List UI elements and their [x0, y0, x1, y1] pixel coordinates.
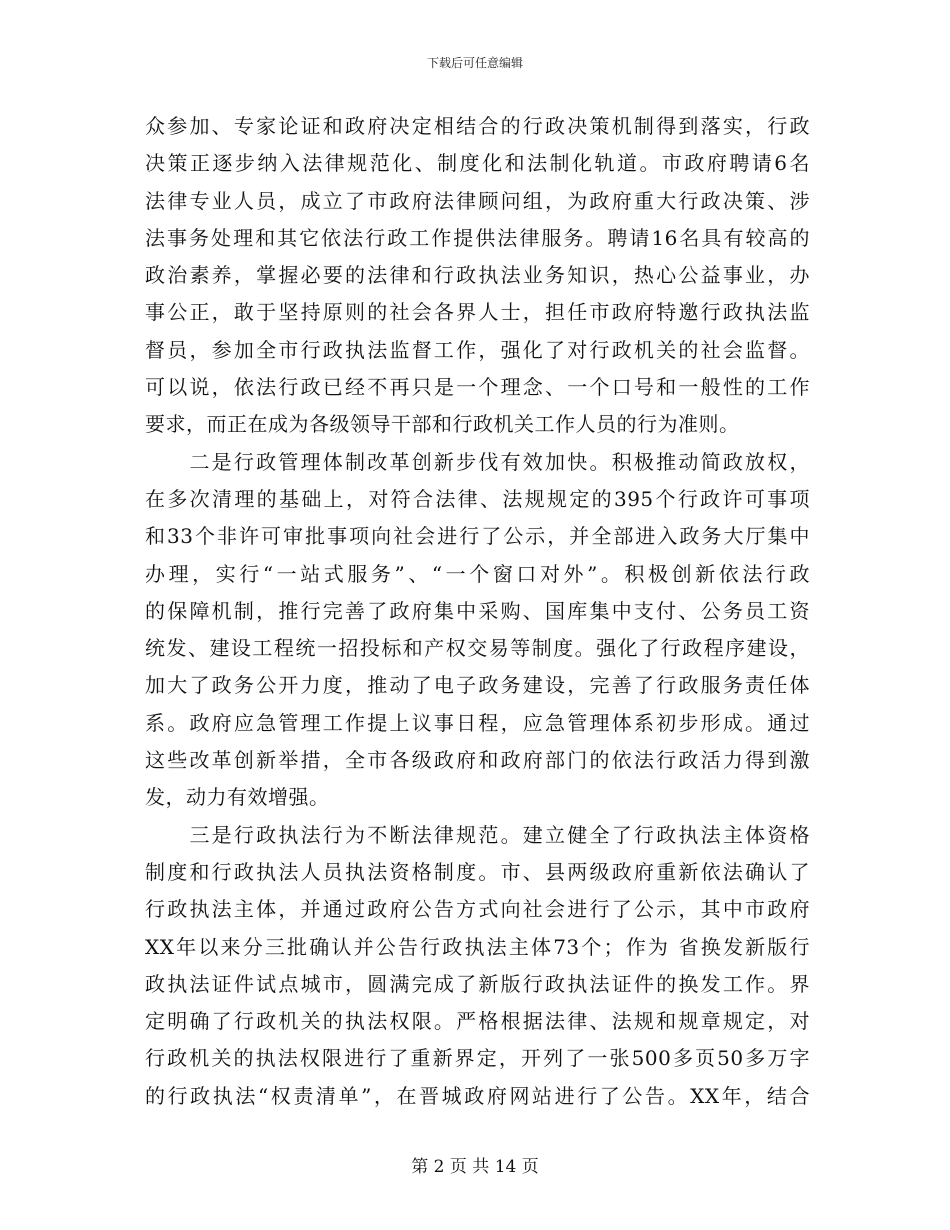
- text-line: 制度和行政执法人员执法资格制度。市、县两级政府重新依法确认了: [145, 859, 810, 884]
- text-line: 发，动力有效增强。: [145, 785, 330, 810]
- page-header: 下载后可任意编辑: [426, 56, 523, 70]
- text-line: 决策正逐步纳入法律规范化、制度化和法制化轨道。市政府聘请6名: [145, 151, 810, 176]
- text-line: 二是行政管理体制改革创新步伐有效加快。积极推动简政放权，: [145, 449, 810, 474]
- document-body: [145, 108, 810, 1115]
- text-line: 政执法证件试点城市，圆满完成了新版行政执法证件的换发工作。界: [145, 971, 810, 996]
- text-line: 在多次清理的基础上，对符合法律、法规规定的395个行政许可事项: [145, 486, 810, 511]
- text-line: 统发、建设工程统一招投标和产权交易等制度。强化了行政程序建设，: [145, 636, 810, 661]
- text-line: 政治素养，掌握必要的法律和行政执法业务知识，热心公益事业，办: [145, 263, 810, 288]
- text-line: 法事务处理和其它依法行政工作提供法律服务。聘请16名具有较高的: [145, 225, 810, 250]
- text-line: 行政机关的执法权限进行了重新界定，开列了一张500多页50多万字: [145, 1046, 810, 1071]
- text-line: 这些改革创新举措，全市各级政府和政府部门的依法行政活力得到激: [145, 748, 810, 773]
- text-line: 督员，参加全市行政执法监督工作，强化了对行政机关的社会监督。: [145, 337, 810, 362]
- text-line: 可以说，依法行政已经不再只是一个理念、一个口号和一般性的工作: [145, 375, 810, 400]
- text-line: 众参加、专家论证和政府决定相结合的行政决策机制得到落实，行政: [145, 114, 810, 138]
- text-line: 三是行政执法行为不断法律规范。建立健全了行政执法主体资格: [145, 822, 810, 847]
- text-line: 事公正，敢于坚持原则的社会各界人士，担任市政府特邀行政执法监: [145, 300, 810, 325]
- text-line: 系。政府应急管理工作提上议事日程，应急管理体系初步形成。通过: [145, 710, 810, 735]
- text-line: 的保障机制，推行完善了政府集中采购、国库集中支付、公务员工资: [145, 598, 810, 623]
- text-line: 定明确了行政机关的执法权限。严格根据法律、法规和规章规定，对: [145, 1009, 810, 1034]
- page-number-footer: 第 2 页 共 14 页: [411, 1157, 539, 1177]
- text-line: 的行政执法“权责清单”，在晋城政府网站进行了公告。XX年，结合: [145, 1083, 810, 1108]
- text-line: XX年以来分三批确认并公告行政执法主体73个；作为 省换发新版行: [145, 934, 810, 959]
- text-line: 加大了政务公开力度，推动了电子政务建设，完善了行政服务责任体: [145, 673, 810, 698]
- text-line: 法律专业人员，成立了市政府法律顾问组，为政府重大行政决策、涉: [145, 188, 810, 213]
- text-line: 要求，而正在成为各级领导干部和行政机关工作人员的行为准则。: [145, 412, 740, 437]
- text-line: 办理，实行“一站式服务”、“一个窗口对外”。积极创新依法行政: [145, 561, 810, 586]
- text-line: 和33个非许可审批事项向社会进行了公示，并全部进入政务大厅集中: [145, 524, 810, 549]
- text-line: 行政执法主体，并通过政府公告方式向社会进行了公示，其中市政府: [145, 897, 810, 922]
